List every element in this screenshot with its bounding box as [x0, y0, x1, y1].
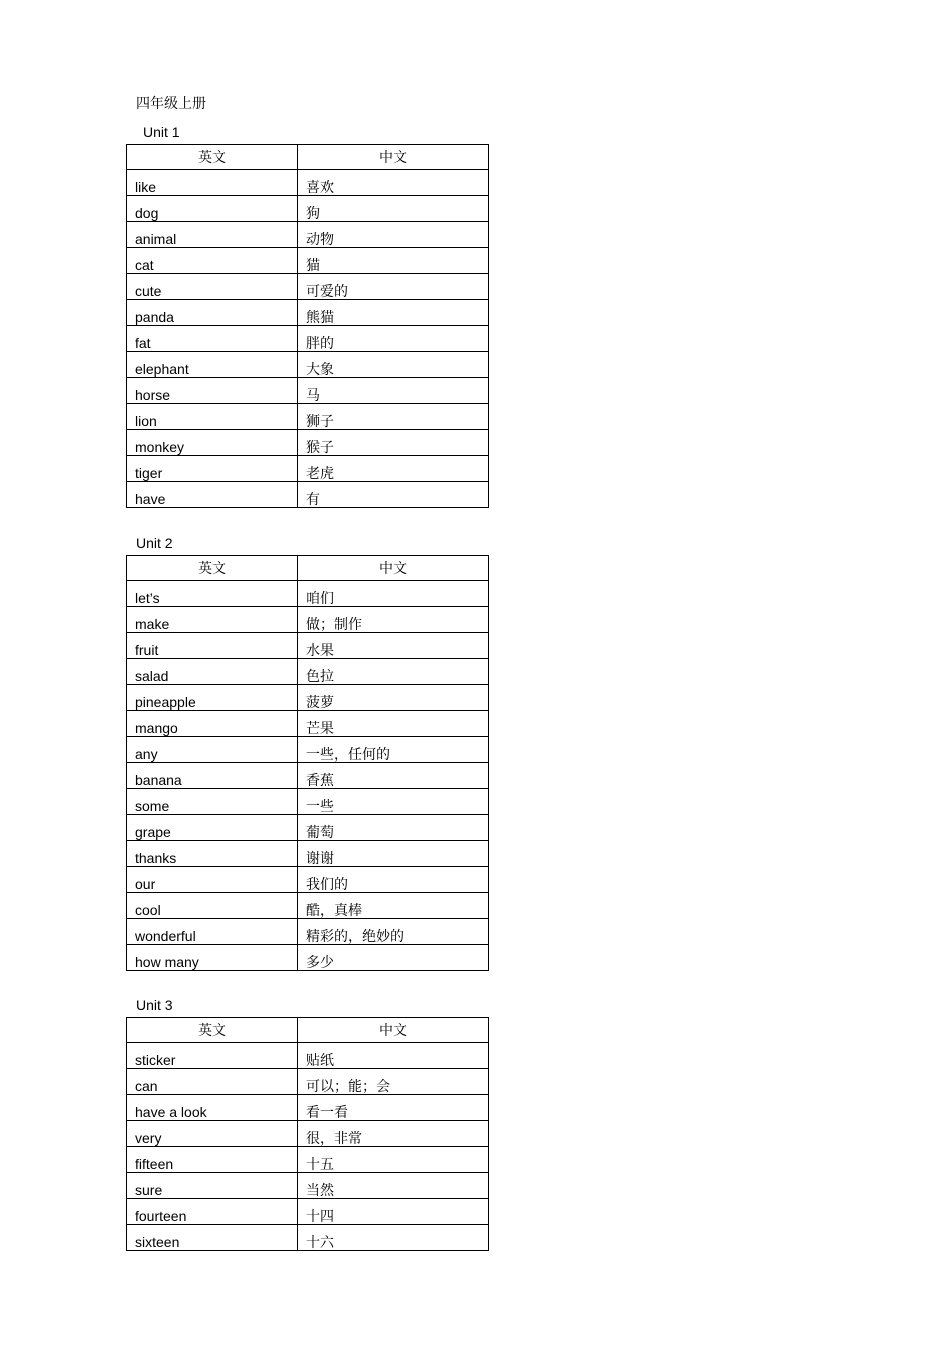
header-english: 英文 [127, 1018, 298, 1043]
table-row [127, 789, 489, 815]
table-row [127, 841, 489, 867]
table-row [127, 685, 489, 711]
table-row [127, 1095, 489, 1121]
table-row [127, 1043, 489, 1069]
chinese-meaning: 一些，任何的 [298, 737, 489, 763]
chinese-meaning: 可以；能；会 [298, 1069, 489, 1095]
chinese-meaning: 酷，真棒 [298, 893, 489, 919]
header-english: 英文 [127, 556, 298, 581]
table-row [127, 763, 489, 789]
chinese-meaning: 老虎 [298, 456, 489, 482]
table-row [127, 711, 489, 737]
chinese-meaning: 芒果 [298, 711, 489, 737]
chinese-meaning: 十六 [298, 1225, 489, 1251]
table-row [127, 607, 489, 633]
chinese-meaning: 谢谢 [298, 841, 489, 867]
english-word: wonderful [127, 919, 298, 945]
english-word: how many [127, 945, 298, 971]
table-row [127, 222, 489, 248]
english-word: cat [127, 248, 298, 274]
table-row [127, 1199, 489, 1225]
table-row [127, 1147, 489, 1173]
english-word: can [127, 1069, 298, 1095]
chinese-meaning: 做；制作 [298, 607, 489, 633]
chinese-meaning: 看一看 [298, 1095, 489, 1121]
english-word: horse [127, 378, 298, 404]
table-row [127, 274, 489, 300]
chinese-meaning: 色拉 [298, 659, 489, 685]
english-word: fat [127, 326, 298, 352]
english-word: elephant [127, 352, 298, 378]
table-row [127, 1069, 489, 1095]
table-row [127, 815, 489, 841]
english-word: have a look [127, 1095, 298, 1121]
chinese-meaning: 动物 [298, 222, 489, 248]
english-word: fifteen [127, 1147, 298, 1173]
unit-1-table [126, 144, 489, 508]
unit-2-label: Unit 2 [136, 535, 173, 551]
unit-3-label: Unit 3 [136, 997, 173, 1013]
table-row [127, 404, 489, 430]
chinese-meaning: 咱们 [298, 581, 489, 607]
english-word: grape [127, 815, 298, 841]
english-word: make [127, 607, 298, 633]
chinese-meaning: 有 [298, 482, 489, 508]
table-row [127, 1121, 489, 1147]
english-word: sticker [127, 1043, 298, 1069]
chinese-meaning: 我们的 [298, 867, 489, 893]
english-word: lion [127, 404, 298, 430]
table-row [127, 456, 489, 482]
table-row [127, 326, 489, 352]
english-word: cute [127, 274, 298, 300]
chinese-meaning: 精彩的，绝妙的 [298, 919, 489, 945]
chinese-meaning: 菠萝 [298, 685, 489, 711]
english-word: our [127, 867, 298, 893]
chinese-meaning: 胖的 [298, 326, 489, 352]
english-word: sixteen [127, 1225, 298, 1251]
english-word: have [127, 482, 298, 508]
table-row [127, 430, 489, 456]
english-word: panda [127, 300, 298, 326]
table-row [127, 945, 489, 971]
chinese-meaning: 马 [298, 378, 489, 404]
english-word: like [127, 170, 298, 196]
table-row [127, 248, 489, 274]
chinese-meaning: 贴纸 [298, 1043, 489, 1069]
chinese-meaning: 大象 [298, 352, 489, 378]
english-word: salad [127, 659, 298, 685]
table-row [127, 581, 489, 607]
chinese-meaning: 葡萄 [298, 815, 489, 841]
table-row [127, 1173, 489, 1199]
english-word: banana [127, 763, 298, 789]
english-word: fruit [127, 633, 298, 659]
table-header-row [127, 145, 489, 170]
table-header-row [127, 1018, 489, 1043]
english-word: thanks [127, 841, 298, 867]
chinese-meaning: 喜欢 [298, 170, 489, 196]
unit-3-table [126, 1017, 489, 1251]
header-english: 英文 [127, 145, 298, 170]
table-row [127, 867, 489, 893]
chinese-meaning: 可爱的 [298, 274, 489, 300]
chinese-meaning: 狮子 [298, 404, 489, 430]
table-row [127, 633, 489, 659]
chinese-meaning: 很，非常 [298, 1121, 489, 1147]
table-row [127, 919, 489, 945]
english-word: mango [127, 711, 298, 737]
chinese-meaning: 水果 [298, 633, 489, 659]
header-chinese: 中文 [298, 145, 489, 170]
table-row [127, 659, 489, 685]
unit-1-label: Unit 1 [143, 124, 180, 140]
chinese-meaning: 当然 [298, 1173, 489, 1199]
chinese-meaning: 熊猫 [298, 300, 489, 326]
english-word: pineapple [127, 685, 298, 711]
table-row [127, 352, 489, 378]
table-row [127, 893, 489, 919]
table-row [127, 737, 489, 763]
chinese-meaning: 十五 [298, 1147, 489, 1173]
chinese-meaning: 狗 [298, 196, 489, 222]
english-word: dog [127, 196, 298, 222]
table-row [127, 1225, 489, 1251]
english-word: some [127, 789, 298, 815]
unit-2-table [126, 555, 489, 971]
english-word: let’s [127, 581, 298, 607]
chinese-meaning: 猴子 [298, 430, 489, 456]
table-row [127, 378, 489, 404]
english-word: sure [127, 1173, 298, 1199]
table-row [127, 170, 489, 196]
english-word: monkey [127, 430, 298, 456]
chinese-meaning: 猫 [298, 248, 489, 274]
english-word: fourteen [127, 1199, 298, 1225]
english-word: any [127, 737, 298, 763]
chinese-meaning: 十四 [298, 1199, 489, 1225]
english-word: animal [127, 222, 298, 248]
table-row [127, 196, 489, 222]
table-row [127, 482, 489, 508]
chinese-meaning: 多少 [298, 945, 489, 971]
chinese-meaning: 一些 [298, 789, 489, 815]
page-title: 四年级上册 [136, 95, 206, 111]
english-word: very [127, 1121, 298, 1147]
chinese-meaning: 香蕉 [298, 763, 489, 789]
english-word: tiger [127, 456, 298, 482]
english-word: cool [127, 893, 298, 919]
table-row [127, 300, 489, 326]
table-header-row [127, 556, 489, 581]
header-chinese: 中文 [298, 1018, 489, 1043]
header-chinese: 中文 [298, 556, 489, 581]
